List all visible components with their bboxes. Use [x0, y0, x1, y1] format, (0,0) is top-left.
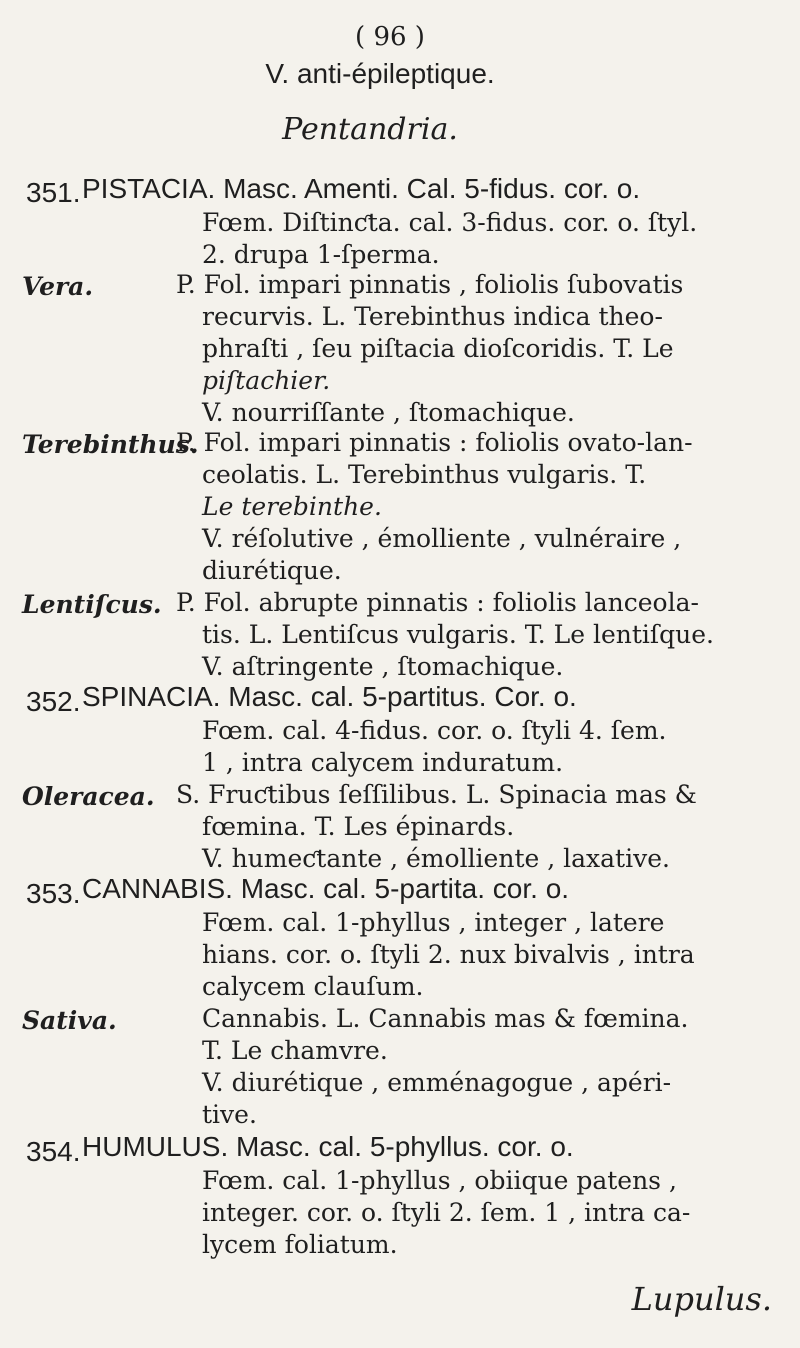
- text-line: Le terebinthe.: [202, 492, 382, 521]
- text-line: integer. cor. o. ſtyli 2. ſem. 1 , intra ca-: [202, 1198, 691, 1227]
- text-line: Fœm. cal. 1-phyllus , integer , latere: [202, 908, 665, 937]
- text-line: calycem clauſum.: [202, 972, 424, 1001]
- species-name: Lentiſcus.: [22, 590, 162, 619]
- text-line: P. Fol. impari pinnatis , foliolis ſubovatis: [176, 270, 684, 299]
- entry-number: 353.: [26, 878, 81, 909]
- text-line: tis. L. Lentiſcus vulgaris. T. Le lentiſque.: [202, 620, 714, 649]
- text-line: phraſti , ſeu piſtacia dioſcoridis. T. Le: [202, 334, 674, 363]
- section-title: Pentandria.: [282, 112, 458, 147]
- species-name: Vera.: [22, 272, 94, 301]
- text-line: V. nourriſſante , ſtomachique.: [202, 398, 575, 427]
- genus-line: PISTACIA. Masc. Amenti. Cal. 5-fidus. cor. o.: [82, 173, 641, 204]
- text-line: piſtachier.: [202, 366, 331, 395]
- text-line: 1 , intra calycem induratum.: [202, 748, 564, 777]
- text-line: V. diurétique , emménagogue , apéri-: [202, 1068, 672, 1097]
- running-headline: V. anti-épileptique.: [265, 58, 495, 89]
- text-line: T. Le chamvre.: [202, 1036, 388, 1065]
- entry-number: 351.: [26, 177, 81, 208]
- text-line: diurétique.: [202, 556, 342, 585]
- genus-line: SPINACIA. Masc. cal. 5-partitus. Cor. o.: [82, 681, 577, 712]
- text-line: tive.: [202, 1100, 257, 1129]
- text-line: V. humeƈtante , émolliente , laxative.: [202, 844, 670, 873]
- text-line: Cannabis. L. Cannabis mas & fœmina.: [202, 1004, 689, 1033]
- text-line: V. aſtringente , ſtomachique.: [202, 652, 564, 681]
- page-number: ( 96 ): [355, 22, 425, 52]
- text-line: Fœm. Diſtinƈta. cal. 3-fidus. cor. o. ſtyl.: [202, 208, 698, 237]
- text-line: ceolatis. L. Terebinthus vulgaris. T.: [202, 460, 647, 489]
- text-line: lycem foliatum.: [202, 1230, 398, 1259]
- catchword: Lupulus.: [631, 1280, 772, 1318]
- text-line: P. Fol. abrupte pinnatis : foliolis lanceola-: [176, 588, 699, 617]
- text-line: V. réſolutive , émolliente , vulnéraire ,: [202, 524, 682, 553]
- genus-line: HUMULUS. Masc. cal. 5-phyllus. cor. o.: [82, 1131, 574, 1162]
- text-line: Fœm. cal. 4-fidus. cor. o. ſtyli 4. ſem.: [202, 716, 667, 745]
- text-line: P. Fol. impari pinnatis : foliolis ovato-lan-: [176, 428, 693, 457]
- text-line: fœmina. T. Les épinards.: [202, 812, 515, 841]
- text-line: Fœm. cal. 1-phyllus , obiique patens ,: [202, 1166, 677, 1195]
- entry-number: 352.: [26, 686, 81, 717]
- species-name: Oleracea.: [22, 782, 155, 811]
- species-name: Sativa.: [22, 1006, 117, 1035]
- text-line: recurvis. L. Terebinthus indica theo-: [202, 302, 663, 331]
- text-line: 2. drupa 1-ſperma.: [202, 240, 440, 269]
- entry-number: 354.: [26, 1136, 81, 1167]
- text-line: hians. cor. o. ſtyli 2. nux bivalvis , intra: [202, 940, 695, 969]
- genus-line: CANNABIS. Masc. cal. 5-partita. cor. o.: [82, 873, 570, 904]
- text-line: S. Fruƈtibus ſeſſilibus. L. Spinacia mas &: [176, 780, 697, 809]
- species-name: Terebinthus.: [22, 430, 199, 459]
